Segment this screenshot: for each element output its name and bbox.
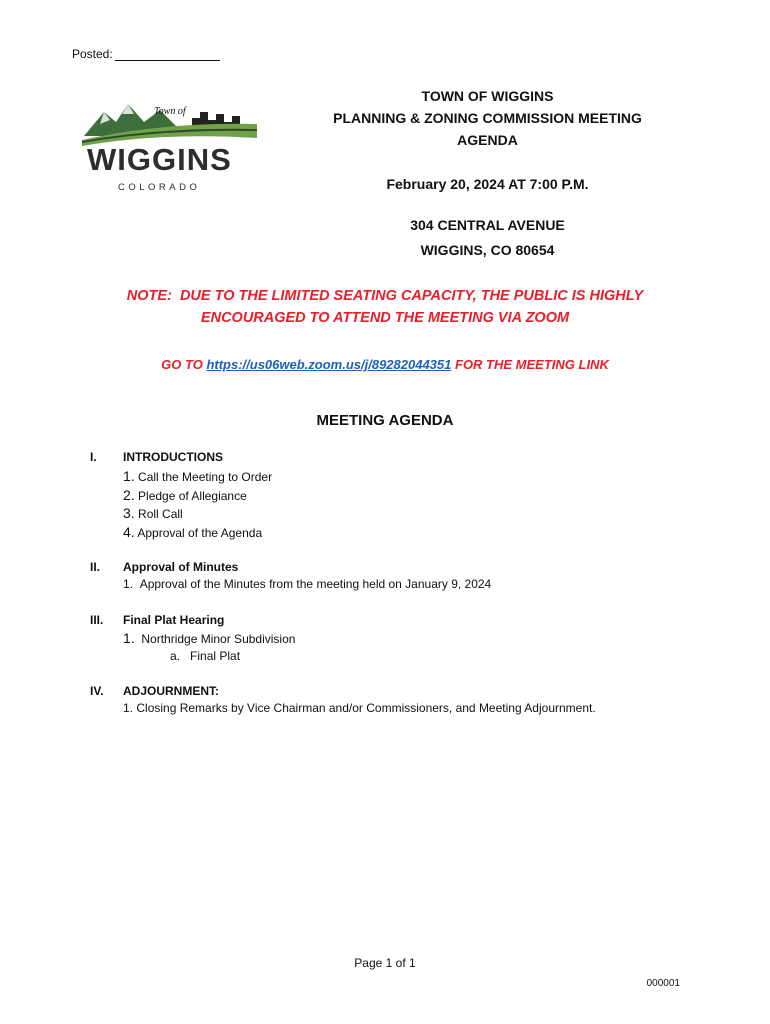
- posted-blank: [115, 48, 220, 61]
- page-number: Page 1 of 1: [354, 956, 416, 970]
- header-town: TOWN OF WIGGINS: [421, 88, 554, 104]
- section-number: IV.: [90, 684, 104, 698]
- list-item: 2. Pledge of Allegiance: [123, 487, 247, 503]
- agenda-title: MEETING AGENDA: [316, 412, 454, 429]
- logo-name: WIGGINS: [87, 142, 232, 177]
- section-title: ADJOURNMENT:: [123, 684, 219, 698]
- section-number: III.: [90, 613, 104, 627]
- town-logo: [82, 100, 260, 196]
- logo-town-of: Town of: [154, 106, 186, 117]
- header-title-block: [300, 85, 675, 151]
- meeting-date: February 20, 2024 AT 7:00 P.M.: [386, 176, 589, 192]
- note-line-1: NOTE: DUE TO THE LIMITED SEATING CAPACITY, THE PUBLIC IS HIGHLY: [126, 288, 644, 304]
- posted-label: Posted:: [72, 47, 113, 61]
- section-number: I.: [90, 450, 97, 464]
- section-title: INTRODUCTIONS: [123, 450, 223, 464]
- zoom-note: [100, 285, 670, 329]
- header-agenda: AGENDA: [457, 132, 518, 148]
- list-item: 1. Call the Meeting to Order: [123, 468, 273, 484]
- note-line-2: ENCOURAGED TO ATTEND THE MEETING VIA ZOOM: [200, 310, 570, 326]
- section-title: Final Plat Hearing: [123, 613, 225, 627]
- zoom-link[interactable]: https://us06web.zoom.us/j/89282044351: [206, 357, 452, 372]
- section-number: II.: [90, 560, 101, 574]
- header-commission: PLANNING & ZONING COMMISSION MEETING: [333, 110, 642, 126]
- list-item: 4. Approval of the Agenda: [123, 524, 263, 540]
- zoom-prefix: GO TO: [161, 357, 203, 372]
- zoom-instructions: [100, 357, 670, 372]
- zoom-suffix: FOR THE MEETING LINK: [455, 357, 609, 372]
- address-line-1: 304 CENTRAL AVENUE: [410, 217, 565, 233]
- sub-list-item: a. Final Plat: [170, 649, 241, 663]
- document-number: 000001: [646, 978, 680, 989]
- list-item: 1. Approval of the Minutes from the meeting held on January 9, 2024: [123, 577, 492, 591]
- list-item: 1. Closing Remarks by Vice Chairman and/or Commissioners, and Meeting Adjournment.: [123, 701, 596, 715]
- list-item: 1. Northridge Minor Subdivision: [123, 630, 296, 646]
- logo-state: COLORADO: [118, 182, 201, 193]
- posted-line: [72, 47, 220, 61]
- address-line-2: WIGGINS, CO 80654: [420, 242, 555, 258]
- list-item: 3. Roll Call: [123, 505, 183, 521]
- section-title: Approval of Minutes: [123, 560, 239, 574]
